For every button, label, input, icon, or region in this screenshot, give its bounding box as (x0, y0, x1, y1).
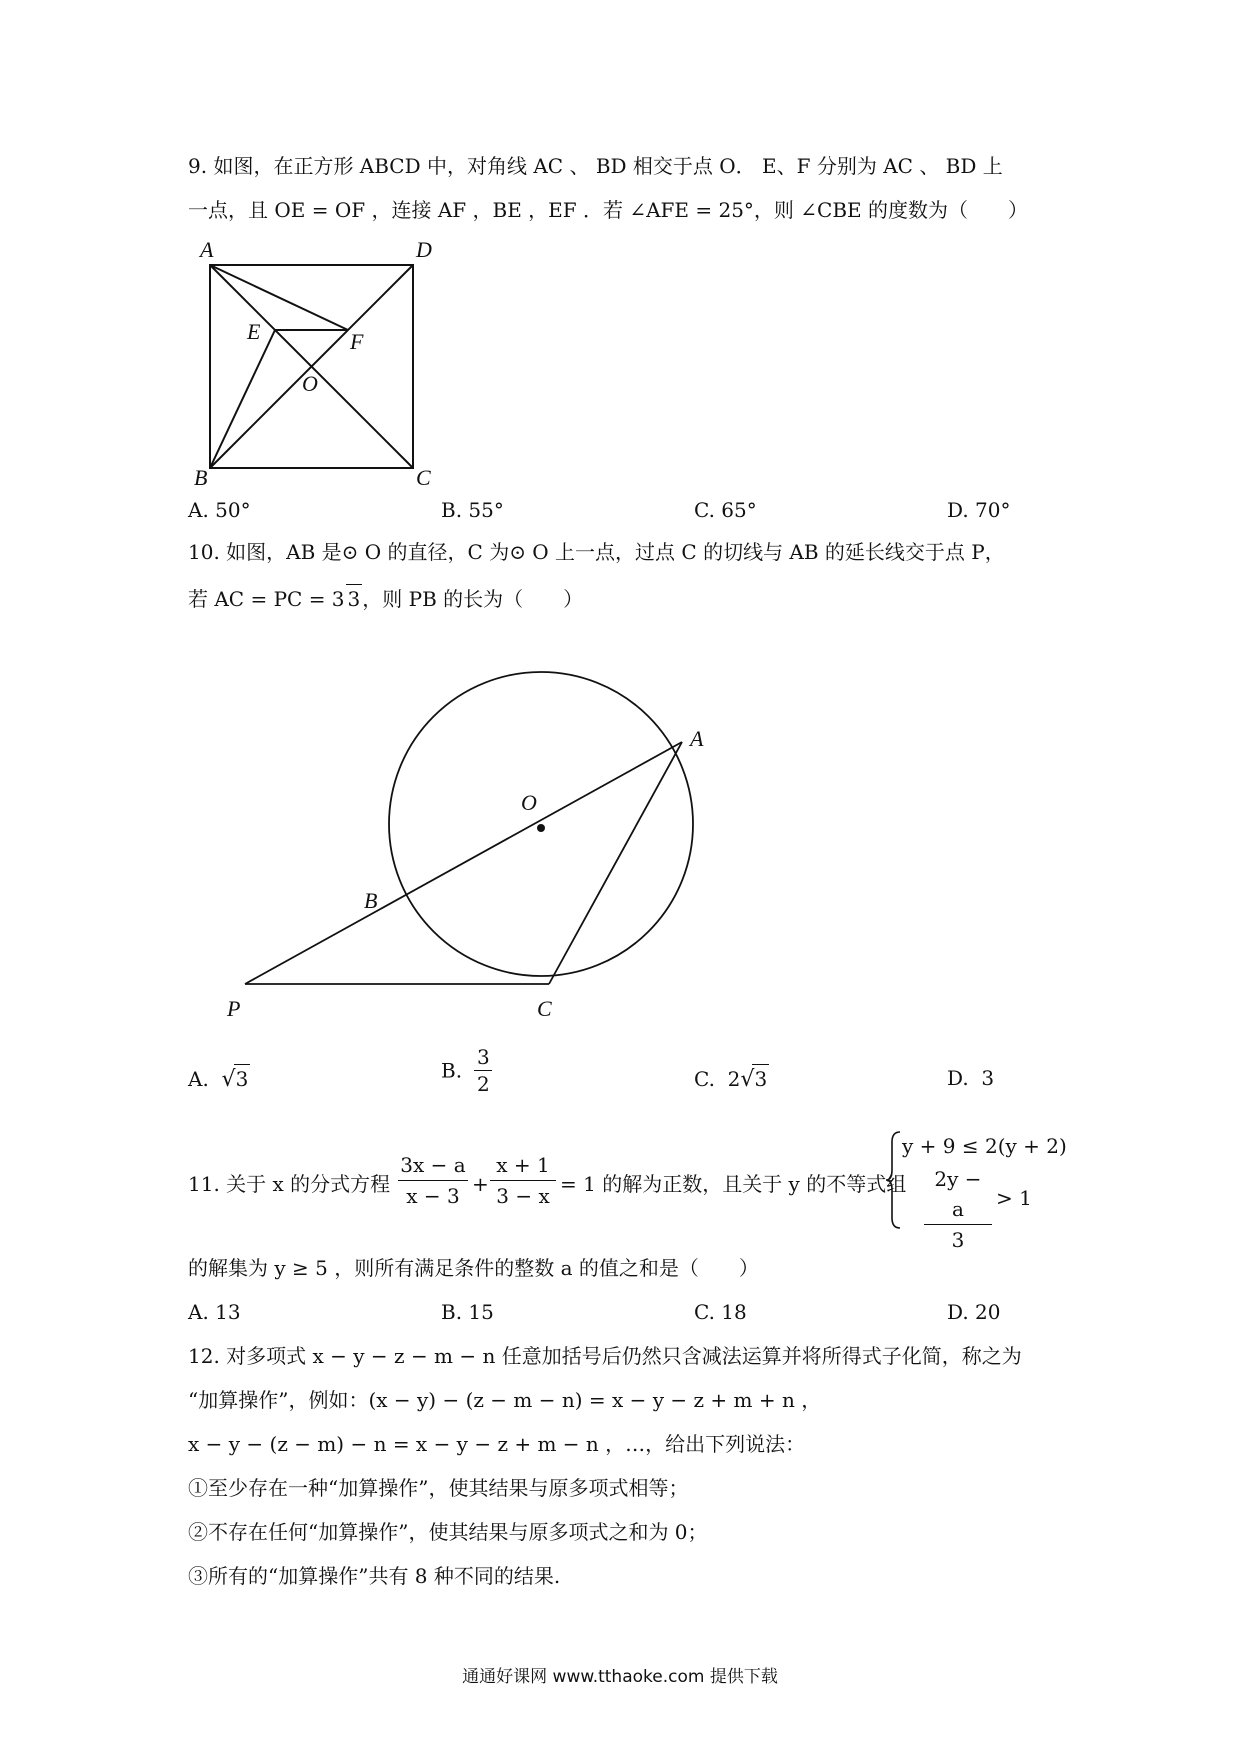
q11-fraction-2: $\frac{x + 1}{3 - x}$ (490, 1150, 556, 1211)
page-footer: 通通好课网 www.tthaoke.com 提供下载 (462, 1667, 778, 1687)
q10-sqrt: 3 (346, 584, 363, 613)
label-o: O (521, 790, 537, 815)
q9-option-a: A. 50° (188, 498, 251, 522)
q9-square-figure (180, 235, 450, 490)
q11-eq-tail: = 1 的解为正数，且关于 y 的不等式组 (560, 1172, 907, 1196)
q10-text-line2 (188, 584, 583, 613)
label-c: C (537, 996, 552, 1021)
q11-text-line2: 的解集为 y ≥ 5 ，则所有满足条件的整数 a 的值之和是（ ） (188, 1256, 759, 1280)
label-b: B (194, 465, 208, 490)
q12-text-line1: 12. 对多项式 x − y − z − m − n 任意加括号后仍然只含减法运算并将所得式子化简，称之为 (188, 1344, 1022, 1368)
label-a: A (690, 726, 704, 751)
q11-option-a: A. 13 (188, 1300, 241, 1324)
label-f: F (350, 329, 364, 354)
q11-system-row2-fraction: $\frac{2y - a}{3}$ (924, 1164, 992, 1255)
q10-line2-prefix: 若 AC = PC = 3 (188, 587, 345, 611)
q10-option-b: B. $\frac{3}{2}$ (441, 1044, 492, 1097)
segment-be (210, 330, 275, 468)
label-c: C (416, 465, 431, 490)
q11-option-c: C. 18 (694, 1300, 747, 1324)
q10-text-line1: 10. 如图，AB 是⊙ O 的直径，C 为⊙ O 上一点，过点 C 的切线与 AB 的延长线交于点 P， (188, 540, 1005, 564)
label-b: B (364, 888, 378, 913)
q12-text-line3: x − y − (z − m) − n = x − y − z + m − n ，…，给出下列说法： (188, 1432, 806, 1456)
q10-option-d: D. 3 (947, 1066, 995, 1090)
q11-option-d: D. 20 (947, 1300, 1001, 1324)
q10-option-a: A. √3 (188, 1064, 250, 1094)
q11-brace (884, 1130, 904, 1230)
label-p: P (227, 996, 241, 1021)
q11-plus: + (472, 1172, 489, 1196)
q11-system-row1: y + 9 ≤ 2(y + 2) (902, 1134, 1067, 1158)
q10-circle-figure (210, 650, 750, 1030)
q9-option-c: C. 65° (694, 498, 757, 522)
q12-statement-1: ①至少存在一种“加算操作”，使其结果与原多项式相等； (188, 1476, 689, 1500)
q9-text-line2: 一点，且 OE = OF ，连接 AF ，BE ，EF ．若 ∠AFE = 25°，则 ∠CBE 的度数为（ ） (188, 198, 1029, 222)
center-o-dot (537, 824, 545, 832)
q11-option-b: B. 15 (441, 1300, 494, 1324)
label-e: E (247, 319, 261, 344)
q11-system-row2-tail: > 1 (996, 1186, 1032, 1210)
q11-prefix: 11. 关于 x 的分式方程 (188, 1172, 391, 1196)
q12-statement-3: ③所有的“加算操作”共有 8 种不同的结果. (188, 1564, 561, 1588)
q10-line2-suffix: ，则 PB 的长为（ ） (362, 587, 584, 611)
q10-option-c: C. 2√3 (694, 1064, 769, 1094)
q12-statement-2: ②不存在任何“加算操作”，使其结果与原多项式之和为 0； (188, 1520, 708, 1544)
q9-option-d: D. 70° (947, 498, 1011, 522)
q12-text-line2: “加算操作”，例如：(x − y) − (z − m − n) = x − y − z + m + n ， (188, 1388, 822, 1412)
label-d: D (416, 237, 432, 262)
label-o: O (302, 371, 318, 396)
segment-af (210, 265, 348, 330)
q9-text-line1: 9. 如图，在正方形 ABCD 中，对角线 AC 、 BD 相交于点 O． E、F 分别为 AC 、 BD 上 (188, 154, 1003, 178)
q10-option-b-fraction: $\frac{3}{2}$ (474, 1044, 492, 1097)
label-a: A (200, 237, 214, 262)
q11-fraction-1: $\frac{3x - a}{x - 3}$ (398, 1150, 468, 1211)
q9-option-b: B. 55° (441, 498, 504, 522)
